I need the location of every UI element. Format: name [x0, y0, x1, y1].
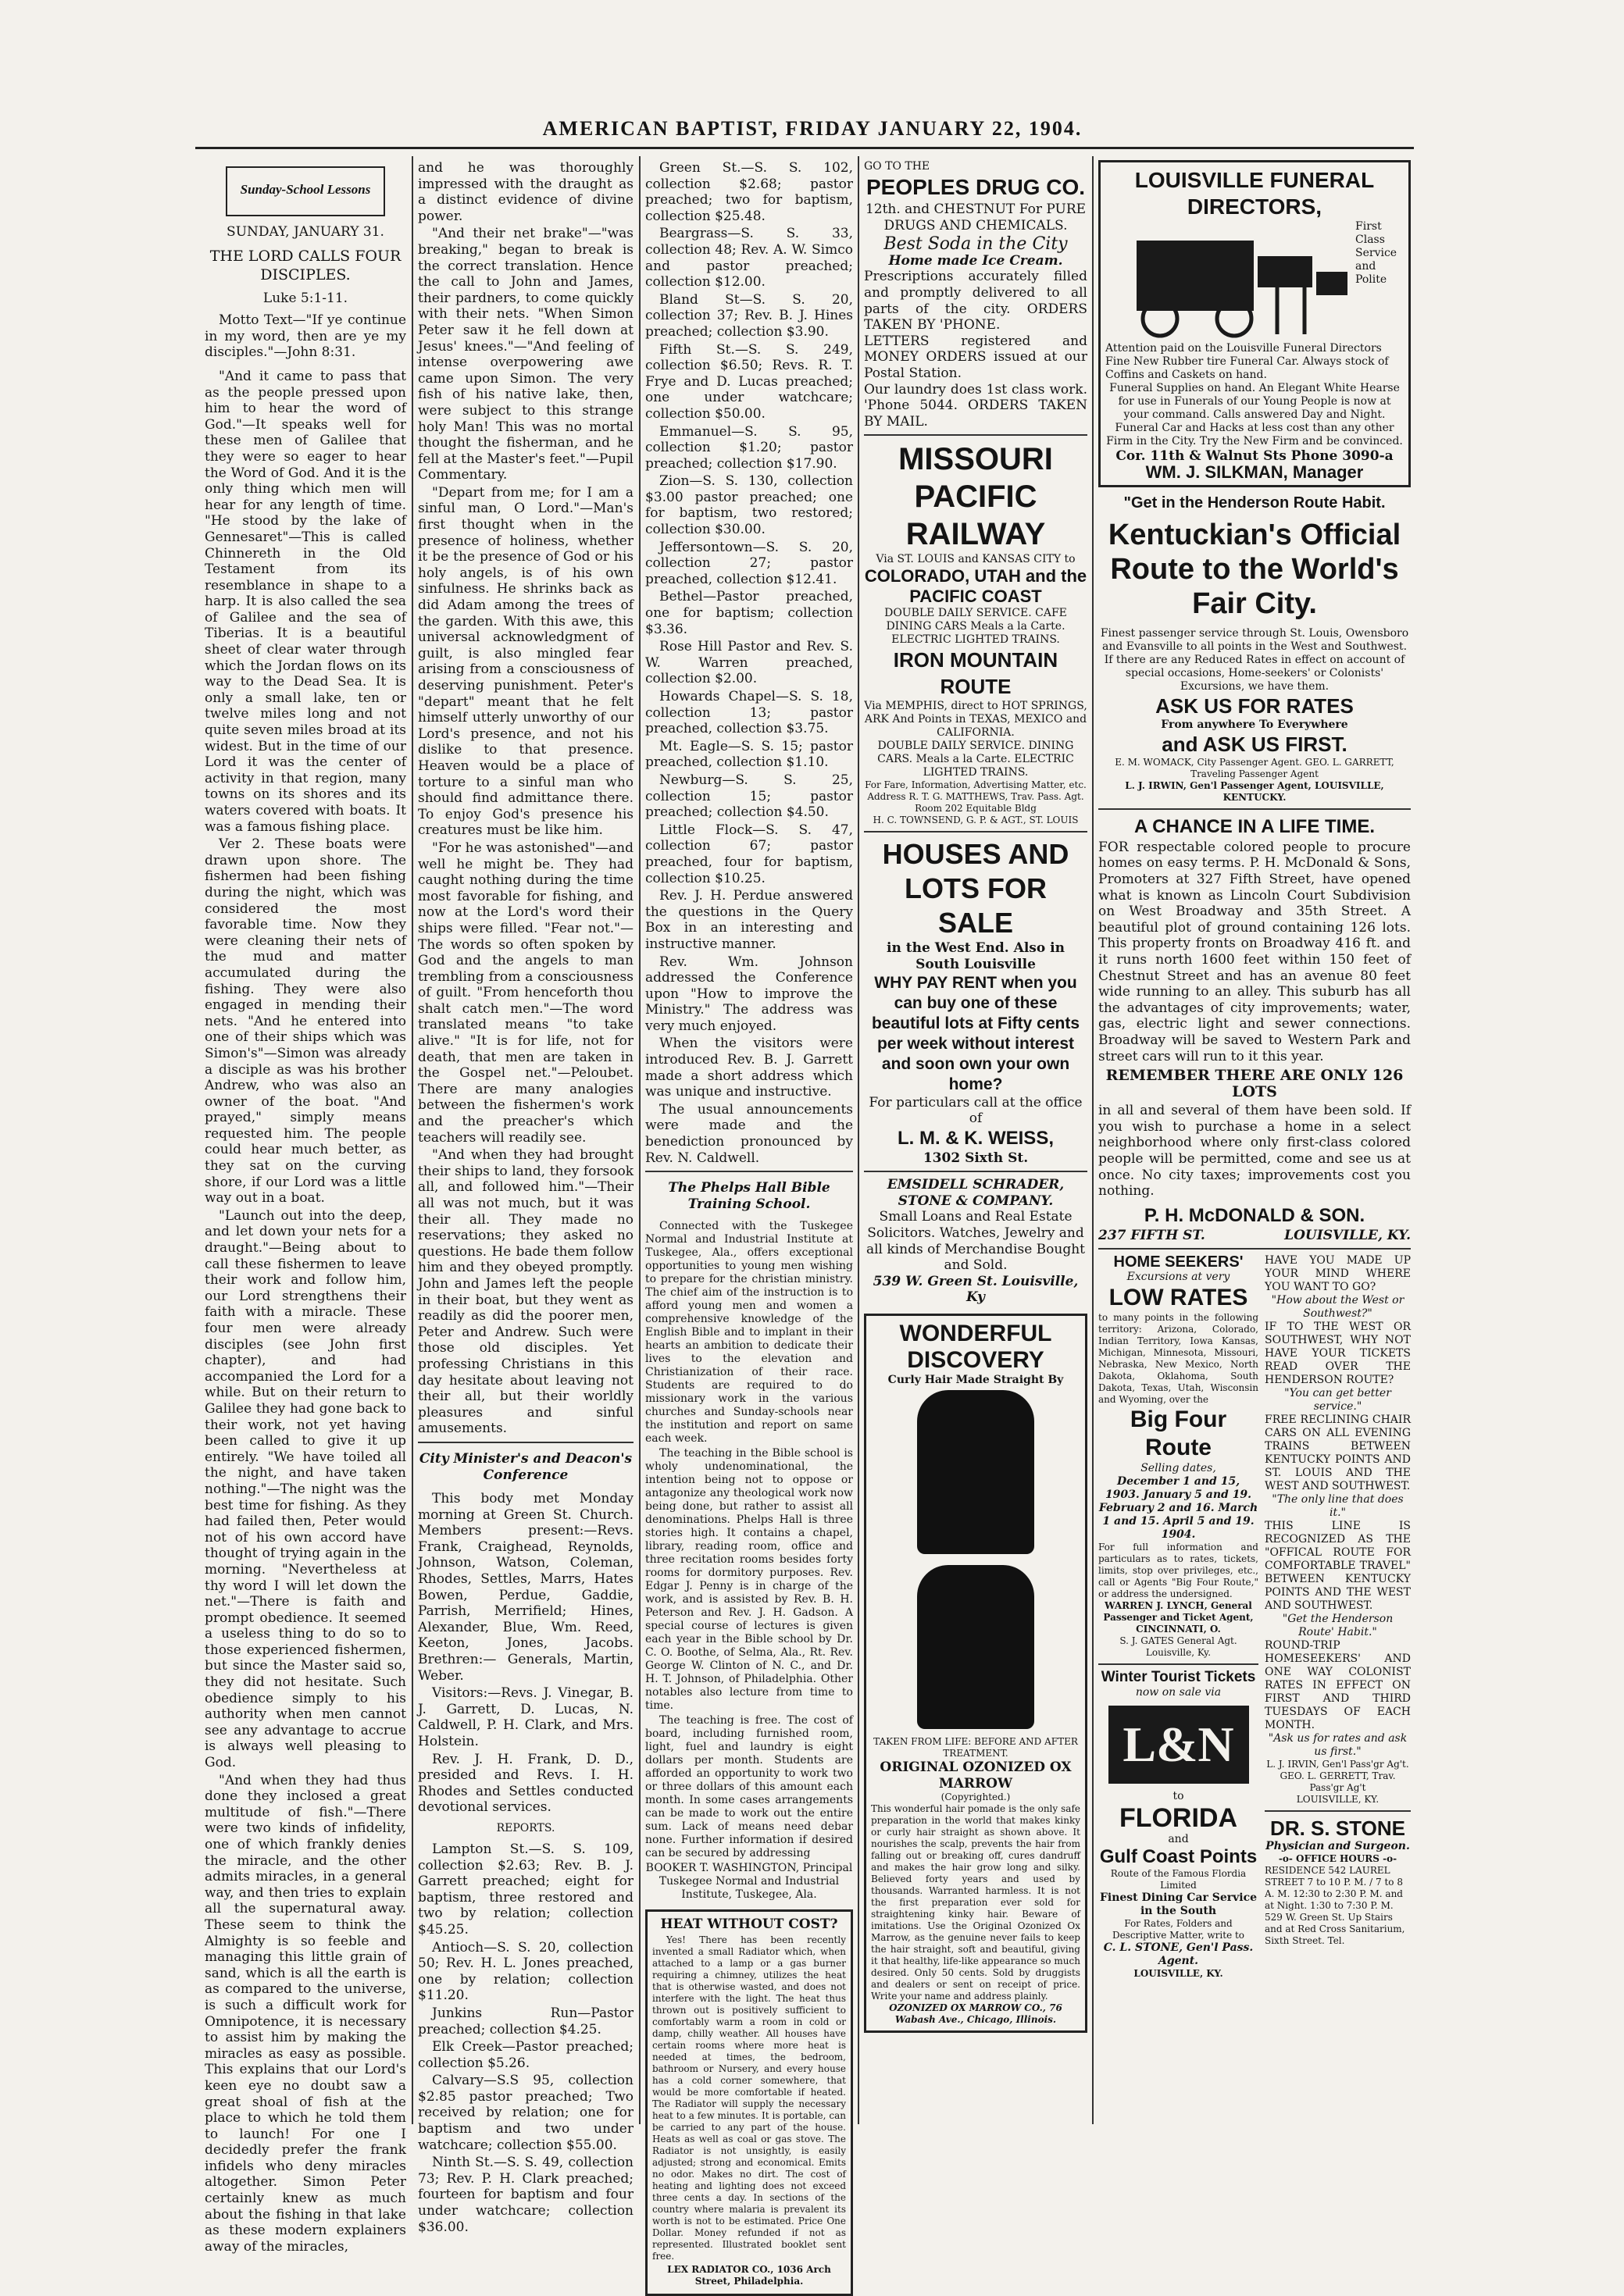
column-divider	[1092, 156, 1094, 2124]
section-divider	[1265, 1810, 1411, 1812]
houses-where: in the West End. Also in South Louisville	[887, 940, 1065, 972]
emsidell-text: Small Loans and Real Estate Solicitors. Watches, Jewelry and all kinds of Merchandise Bought and Sold.	[866, 1209, 1086, 1274]
chance-signature: P. H. McDONALD & SON.	[1144, 1204, 1365, 1226]
iron-mountain-title: IRON MOUNTAIN ROUTE	[893, 648, 1058, 699]
conference-title: City Minister's and Deacon's Conference	[419, 1450, 633, 1483]
hv-agents: L. J. IRVIN, Gen'l Pass'gr Ag't. GEO. L. GERRETT, Trav. Pass'gr Ag't	[1266, 1759, 1409, 1794]
home-gates: S. J. GATES General Agt. Louisville, Ky.	[1119, 1635, 1237, 1659]
section-divider	[1098, 808, 1411, 810]
hv-if: IF TO THE WEST OR SOUTHWEST, WHY NOT HAVE YOUR TICKETS READ OVER THE HENDERSON ROUTE?	[1265, 1321, 1411, 1387]
motto-text: Motto Text—"If ye continue in my word, then are ye my disciples."—John 8:31.	[205, 312, 406, 361]
houses-name: L. M. & K. WEISS,	[897, 1127, 1054, 1149]
masthead-rule	[195, 147, 1414, 149]
phelps-paragraph: The teaching in the Bible school is wholy undenominational, the intention being not to oppose or antagonize any theological work now being done, but rather to assist all denominations. Phelps Hall is three stories high. It contains a chapel, library, reading room, office and three recitation rooms besides forty rooms for dormitory purposes. Rev. Edgar J. Penny is in charge of the work, and is assisted by Rev. B. H. Peterson and Rev. J. H. Gadson. A special course of lectures is given each year in the Bible school by Dr. C. O. Boothe, of Selma, Ala., Rt. Rev. George W. Clinton of N. C., and Dr. H. T. Johnson, of Philadelphia. Other notables also lecture from time to time.	[645, 1447, 853, 1713]
column-ads-right	[1098, 160, 1411, 2120]
drug-laundry: Our laundry does 1st class work. 'Phone 5044. ORDERS TAKEN BY MAIL.	[864, 381, 1087, 430]
im-contact: For Fare, Information, Advertising Matter, etc. Address R. T. G. MATTHEWS, Trav. Pass. Agt. Room 202 Equitable Bldg	[865, 779, 1087, 815]
home-selling: Selling dates,	[1140, 1462, 1216, 1475]
im-service: DOUBLE DAILY SERVICE. DINING CARS. Meals a la Carte. ELECTRIC LIGHTED TRAINS.	[877, 740, 1074, 779]
phelps-paragraph: The teaching is free. The cost of board, including furnished room, light, fuel and laundry is eight dollars per month. Students are afforded an opportunity to work two or three dollars of this amount each month. In some cases arrangements can be made to work out the entire sum. Lack of means need debar none. Further information if desired can be secured by addressing	[645, 1714, 853, 1860]
wd-body: This wonderful hair pomade is the only safe preparation in the world that makes kinky or curly hair straight as shown above. It nourishes the scalp, prevents the hair from falling out or breaking off, cures dandruff and makes the hair grow long and silky. Believed forty years and used by thousands. Warranted harmless. It is not the first preparation ever sold for straightening kinky hair. Beware of imitations. Use the Original Ozonized Ox Marrow, as the genuine never fails to keep the hair straight, soft and beautiful, giving it that healthy, life-like appearance so much desired. Only 50 cents. Sold by druggists and dealers or sent on receipt of price. Write your name and address plainly.	[871, 1803, 1080, 2002]
big-four-route: Big Four Route	[1130, 1406, 1227, 1461]
henderson-ask-first: and ASK US FIRST.	[1162, 732, 1347, 756]
henderson-ad	[1098, 495, 1411, 804]
heat-ad	[645, 1909, 853, 2296]
phelps-signature: BOOKER T. WASHINGTON, Principal Tuskegee Normal and Industrial Institute, Tuskegee, Ala.	[645, 1862, 853, 1902]
funeral-title: LOUISVILLE FUNERAL DIRECTORS,	[1134, 168, 1375, 219]
column-ads-middle	[864, 160, 1087, 2120]
report-entry: Junkins Run—Pastor preached; collection $4.25.	[418, 2005, 634, 2038]
emsidell-ad	[864, 1177, 1087, 1306]
drug-goto: GO TO THE	[864, 160, 930, 173]
henderson-tag: "Get in the Henderson Route Habit.	[1123, 494, 1386, 512]
funeral-manager: WM. J. SILKMAN, Manager	[1145, 462, 1364, 482]
lesson-date: SUNDAY, JANUARY 31.	[227, 224, 384, 240]
report-entry: Jeffersontown—S. S. 20, collection 27; pastor preached, collection $12.41.	[645, 539, 853, 587]
report-entry: Lampton St.—S. S. 109, collection $2.63; Rev. B. J. Garrett preached; eight for baptism, three restored and two by relation; collection $45.25.	[418, 1841, 634, 1938]
section-divider	[864, 1171, 1087, 1172]
wd-signature: OZONIZED OX MARROW CO., 76 Wabash Ave., Chicago, Illinois.	[889, 2002, 1062, 2026]
phelps-title: The Phelps Hall Bible Training School.	[668, 1180, 830, 1212]
drug-name: PEOPLES DRUG CO.	[866, 175, 1086, 199]
henderson-title: Kentuckian's Official Route to the World's Fair City.	[1108, 518, 1401, 620]
column-divider	[412, 156, 413, 2124]
wonderful-discovery-ad	[864, 1314, 1087, 2033]
henderson-ask: ASK US FOR RATES	[1155, 693, 1354, 718]
missouri-pacific-ad	[864, 440, 1087, 826]
report-entry: Little Flock—S. S. 47, collection 67; pastor preached, four for baptism, collection $10.25.	[645, 822, 853, 886]
winter-tourist-title: Winter Tourist Tickets	[1101, 1669, 1256, 1686]
wd-subtitle: Curly Hair Made Straight By	[887, 1374, 1064, 1387]
sunday-school-badge: Sunday-School Lessons	[226, 166, 385, 216]
report-entry: Rose Hill Pastor and Rev. S. W. Warren preached, collection $2.00.	[645, 639, 853, 687]
wt-dining: Finest Dining Car Service in the South	[1099, 1891, 1258, 1917]
wt-city: LOUISVILLE, KY.	[1133, 1967, 1223, 1979]
reports-heading: REPORTS.	[496, 1821, 555, 1834]
henderson-from: From anywhere To Everywhere	[1161, 718, 1348, 731]
hv-round: ROUND-TRIP HOMESEEKERS' AND ONE WAY COLONIST RATES IN EFFECT ON FIRST AND THIRD TUESDAYS OF EACH MONTH.	[1265, 1639, 1411, 1732]
lesson-paragraph: "And when they had thus done they inclosed a great multitude of fish."—There were two kinds of infidelity, one of which frankly denies the miracle, and the other admits miracles, in a general way, and then tries to explain all the supernatural away. These seem to think the Almighty is so feeble and managing this little grain of sand, which is all the earth is as compared to the universe, is such a difficult work for Omnipotence, it is necessary to assist him by making the miracles as easy as possible. This explains that our Lord's keen eye no doubt saw a great shoal of fish at the place to which he told them to launch! For one I decidedly prefer the frank infidels who deny miracles altogether. Simon Peter certainly knew as much about the fishing in that lake as these modern explainers away of the miracles,	[205, 1772, 406, 2255]
column-conference	[418, 160, 634, 2235]
report-entry: The usual announcements were made and the benediction pronounced by Rev. N. Caldwell.	[645, 1101, 853, 1166]
winter-tourist-sale: now on sale via	[1135, 1685, 1222, 1699]
section-divider	[864, 434, 1087, 436]
mp-title-2: PACIFIC	[914, 480, 1037, 515]
report-entry: Antioch—S. S. 20, collection 50; Rev. H. L. Jones preached, one by relation; collection $11.20.	[418, 1939, 634, 2004]
wt-and: and	[1168, 1832, 1189, 1845]
hv-city: LOUISVILLE, KY.	[1296, 1794, 1380, 1806]
home-low-rates: LOW RATES	[1108, 1285, 1248, 1311]
report-entry: Mt. Eagle—S. S. 15; pastor preached, collection $1.10.	[645, 738, 853, 771]
drug-address: 12th. and CHESTNUT For PURE DRUGS AND CHEMICALS.	[865, 201, 1087, 234]
chance-address-city: LOUISVILLE, KY.	[1284, 1227, 1411, 1243]
lesson-title: THE LORD CALLS FOUR DISCIPLES.	[209, 247, 402, 283]
wd-title: WONDERFUL DISCOVERY	[899, 1321, 1052, 1374]
chance-text-2: in all and several of them have been sold. If you wish to purchase a home in a select neighborhood where only first-class colored people will be permitted, come and see us at once. No city taxes; improvements cost you nothing.	[1098, 1103, 1411, 1200]
report-entry: Ninth St.—S. S. 49, collection 73; Rev. P. H. Clark preached; fourteen for baptism and four under watchcare; collection $36.00.	[418, 2155, 634, 2235]
section-divider	[418, 1442, 634, 1443]
home-seekers-ad	[1098, 1254, 1258, 1979]
report-entry: Calvary—S.S 95, collection $2.85 pastor preached; Two received by relation; one for baptism and two under watchcare; collection $55.00.	[418, 2073, 634, 2153]
hv-habit: "Get the Henderson Route' Habit."	[1282, 1613, 1394, 1639]
drug-ice: Home made Ice Cream.	[888, 252, 1063, 269]
chance-remember: REMEMBER THERE ARE ONLY 126 LOTS	[1105, 1067, 1404, 1100]
wt-rates: For Rates, Folders and Descriptive Matter, write to	[1112, 1917, 1245, 1941]
home-lynch: WARREN J. LYNCH, General Passenger and Ticket Agent, CINCINNATI, O.	[1103, 1600, 1254, 1635]
report-entry: Zion—S. S. 130, collection $3.00 pastor preached; one for baptism, two restored; collection $30.00.	[645, 473, 853, 538]
henderson-rates: If there are any Reduced Rates in effect on account of special occasions, Home-seekers' or Colonists' Excursions, we have them.	[1104, 653, 1405, 693]
wd-caption: TAKEN FROM LIFE: BEFORE AND AFTER TREATMENT.	[873, 1736, 1078, 1759]
hv-cant: "You can get better service."	[1284, 1387, 1391, 1414]
henderson-text: Finest passenger service through St. Louis, Owensboro and Evansville to all points in the West and Southwest.	[1100, 626, 1409, 653]
houses-why: WHY PAY RENT when you can buy one of these beautiful lots at Fifty cents per week without interest and soon own your own home?	[871, 973, 1080, 1093]
mp-title-1: MISSOURI	[898, 442, 1053, 477]
section-divider	[1098, 1663, 1258, 1665]
home-info: For full information and particulars as to rates, tickets, limits, stop over privileges, etc., call or Agents "Big Four Route," or address the undersigned.	[1098, 1542, 1258, 1600]
dr-title: Physician and Surgeon.	[1265, 1840, 1410, 1853]
hv-free: FREE RECLINING CHAIR CARS ON ALL EVENING TRAINS BETWEEN KENTUCKY POINTS AND ST. LOUIS AND THE WEST AND SOUTHWEST.	[1265, 1414, 1411, 1493]
before-portrait	[917, 1390, 1034, 1554]
hv-west: "How about the West or Southwest?"	[1271, 1294, 1404, 1321]
section-divider	[645, 1171, 853, 1172]
funeral-ad	[1098, 160, 1411, 487]
wd-product: ORIGINAL OZONIZED OX MARROW	[880, 1759, 1072, 1792]
section-divider	[864, 831, 1087, 832]
wt-route: Route of the Famous Flordia Limited	[1110, 1867, 1247, 1891]
emsidell-address: 539 W. Green St. Louisville, Ky	[873, 1273, 1079, 1306]
lesson-paragraph: "And when they had brought their ships to land, they forsook all, and followed him."—Their all was not much, but it was their all. They made no reservations; they asked no questions. He bade them follow him and they obeyed promptly. John and James left the people in their boat, but they went as readily as did the poorer men, Peter and Andrew. Such were those old disciples. Yet professing Christians in this day hesitate about leaving not their all, but their worldly pleasures and sinful amusements.	[418, 1147, 634, 1437]
chance-text: FOR respectable colored people to procure homes on easy terms. P. H. McDonald & Sons, Promoters at 327 Fifth Street, have opened what is known as Lincoln Court Subdivision on West Broadway and 35th Street. A beautiful plot of ground containing 126 lots. This property fronts on Broadway 416 ft. and it runs north 1600 feet within 150 feet of Chestnut Street and has an avenue 80 feet wide running to an alley. This suburb has all the advantages of city improvements; water, gas, electric light and sewer connections. Broadway will be saved to Western Park and street cars will run to it this year.	[1098, 839, 1411, 1064]
section-divider	[1098, 1248, 1411, 1250]
wt-to: to	[1172, 1789, 1184, 1802]
column-sunday-school	[205, 160, 406, 2255]
funeral-text: Funeral Supplies on hand. An Elegant White Hearse for use in Funerals of our Young People is now at your command. Calls answered Day and Night. Funeral Car and Hacks at less cost than any other Firm in the City. Try the New Firm and be convinced.	[1106, 382, 1403, 447]
lesson-paragraph: and he was thoroughly impressed with the draught as a distinct evidence of divine power.	[418, 160, 634, 224]
mp-destinations: COLORADO, UTAH and the PACIFIC COAST	[864, 566, 1087, 607]
wt-gulf: Gulf Coast Points	[1099, 1845, 1258, 1867]
henderson-agents: E. M. WOMACK, City Passenger Agent. GEO. L. GARRETT, Traveling Passenger Agent	[1115, 756, 1394, 779]
mp-via: Via ST. LOUIS and KANSAS CITY to	[876, 553, 1076, 566]
report-entry: Bland St—S. S. 20, collection 37; Rev. B. J. Hines preached; collection $3.90.	[645, 291, 853, 340]
report-entry: Beargrass—S. S. 33, collection 48; Rev. A. W. Simco and pastor preached; collection $12.00.	[645, 226, 853, 291]
column-reports	[645, 160, 853, 2287]
hv-recog: THIS LINE IS RECOGNIZED AS THE "OFFICAL ROUTE FOR COMFORTABLE TRAVEL" BETWEEN KENTUCKY POINTS AND THE WEST AND SOUTHWEST.	[1265, 1520, 1411, 1613]
houses-title: HOUSES AND LOTS FOR SALE	[882, 838, 1069, 939]
report-entry: Newburg—S. S. 25, collection 15; pastor preached; collection $4.50.	[645, 772, 853, 821]
wt-florida: FLORIDA	[1119, 1802, 1238, 1833]
funeral-address: Cor. 11th & Walnut Sts Phone 3090-a	[1115, 448, 1394, 464]
phelps-paragraph: Connected with the Tuskegee Normal and Industrial Institute at Tuskegee, Ala., offers exceptional opportunities to young men wishing to prepare for the christian ministry. The chief aim of the instruction is to afford young men and women a comprehensive knowledge of the English Bible and to implant in their hearts an ambition to dedicate their lives to the elevation and Christianization of their race. Students are required to do missionary work in the various churches and Sunday-schools near the institution and report on same each week.	[645, 1220, 853, 1446]
after-portrait	[917, 1565, 1034, 1729]
hv-ask: "Ask us for rates and ask us first."	[1268, 1732, 1408, 1759]
home-title: HOME SEEKERS'	[1113, 1253, 1244, 1271]
houses-call: For particulars call at the office of	[869, 1094, 1083, 1127]
chance-ad	[1098, 815, 1411, 1244]
conference-paragraph: Visitors:—Revs. J. Vinegar, B. J. Garrett, D. Lucas, N. Caldwell, P. H. Clark, and Mrs. Holstein.	[418, 1685, 634, 1749]
drug-text: Prescriptions accurately filled and promptly delivered to all parts of the city. ORDERS TAKEN BY 'PHONE.	[864, 269, 1087, 333]
heat-body: Yes! There has been recently invented a small Radiator which, when attached to a lamp or a gas burner requiring a chimney, utilizes the heat that is otherwise wasted, and does not interfere with the light. The heat thus thrown out is positively sufficient to comfortably warm a room in cold or damp, chilly weather. All houses have certain rooms where more heat is needed at times, the bedroom, bathroom or Nursery, and every house has a cold corner somewhere, that would be more comfortable if heated. The Radiator will supply the necessary heat to a few minutes. It is portable, can be carried to any part of the house. Heats as well as coal or gas stove. The Radiator is not unsightly, is easily adjusted; strong and economical. Emits no odor. Makes no dirt. The cost of heating and lighting does not exceed three cents a day. In sections of the country where malaria is prevalent its worth is not to be estimated. Price One Dollar. Money refunded if not as represented. Illustrated booklet sent free.	[652, 1934, 846, 2262]
lesson-paragraph: "For he was astonished"—and well he might be. They had caught nothing during the time most favorable for fishing, and now at the Lord's word their ships were filled. "Fear not."—The words so often spoken by God and the angels to man trembling from a consciousness of guilt. "From henceforth thou shalt catch men."—The word translated means "to take alive." "It is for life, not for death, that men are taken in the Gospel net."—Peloubet. There are many analogies between the fishermen's work and the preacher's which teachers will readily see.	[418, 840, 634, 1146]
lesson-paragraph: Ver 2. These boats were drawn upon shore. The fishermen had been fishing during the night, which was considered the most favorable time. Now they were cleaning their nets of the mud and matter accumulated during the fishing. They were also engaged in mending their nets. "And he entered into one of their ships which was Simon's"—Simon was already a disciple as was his brother Andrew, who was also an owner of the boat. "And prayed," simply means requested him. The people could hear much better, as they sat on the curving shore, if our Lord was a little way out in a boat.	[205, 836, 406, 1207]
hv-only: "The only line that does it."	[1272, 1493, 1404, 1520]
lesson-paragraph: "And it came to pass that as the people pressed upon him to hear the word of God."—It speaks well for these men of Galilee that they were so eager to hear the Word of God. And it is the only thing which men will hear for any length of time. "He stood by the lake of Gennesaret"—This is called Chinnereth in the Old Testament from its resemblance in shape to a harp. It is also called the sea of Galilee and the sea of Tiberias. It is a beautiful sheet of clear water through which the Jordan flows on its way to the Dead Sea. It is only a small lake, ten or twelve miles long and not quite seven miles broad at its widest. But in the time of our Lord it was the center of activity in that region, many towns on its shores and its waters covered with boats. It was a famous fishing place.	[205, 368, 406, 835]
heat-signature: LEX RADIATOR CO., 1036 Arch Street, Philadelphia.	[667, 2264, 831, 2287]
dr-text: RESIDENCE 542 LAUREL STREET 7 to 10 P. M. / 7 to 8 A. M. 12:30 to 2:30 P. M. and at Night. 1:30 to 7:30 P. M. 529 W. Green St. Up Stairs and at Red Cross Sanitarium, Sixth Street. Tel.	[1265, 1865, 1405, 1947]
lesson-paragraph: "Depart from me; for I am a sinful man, O Lord."—Man's first thought when in the presence of holiness, whether it be the presence of God or his holy angels, is of his own sinfulness. He shrinks back as did Adam among the trees of the garden. With this awe, this universal acknowledgment of guilt, is also mingled fear arising from a consciousness of deserving punishment. Peter's "depart" meant that he felt himself utterly unworthy of our Lord's presence, and not his dislike to that presence. Heaven would be a place of torture to a sinful man who should find admittance there. To enjoy God's presence his creatures must be like him.	[418, 484, 634, 839]
column-divider	[639, 156, 641, 2124]
conference-paragraph: Rev. J. H. Frank, D. D., presided and Revs. I. H. Rhodes and Settles conducted devotional services.	[418, 1751, 634, 1816]
ln-logo: L&N	[1108, 1706, 1249, 1784]
mp-title-3: RAILWAY	[905, 517, 1046, 552]
report-entry: Rev. J. H. Perdue answered the questions in the Query Box in an interesting and instructive manner.	[645, 888, 853, 952]
chance-address-street: 237 FIFTH ST.	[1098, 1227, 1205, 1243]
home-dates: December 1 and 15, 1903. January 5 and 19. February 2 and 16. March 1 and 15. April 5 and 19. 1904.	[1098, 1475, 1258, 1542]
report-entry: Green St.—S. S. 102, collection $2.68; pastor preached; two for baptism, collection $25.48.	[645, 160, 853, 224]
hearse-illustration	[1121, 225, 1355, 342]
lesson-reference: Luke 5:1-11.	[262, 290, 348, 306]
henderson-gpa: L. J. IRWIN, Gen'l Passenger Agent, LOUISVILLE, KENTUCKY.	[1125, 779, 1384, 803]
masthead: AMERICAN BAPTIST, FRIDAY JANUARY 22, 1904.	[542, 117, 1083, 140]
report-entry: Howards Chapel—S. S. 18, collection 13; pastor preached, collection $3.75.	[645, 689, 853, 737]
have-you-ad	[1265, 1254, 1411, 1979]
houses-address: 1302 Sixth St.	[923, 1150, 1029, 1166]
home-text: to many points in the following territory: Arizona, Colorado, Indian Territory, Iowa Kansas, Michigan, Minnesota, Missouri, Nebraska, New Mexico, North Dakota, Oklahoma, South Dakota, Texas, Utah, Wisconsin and Wyoming, over the	[1098, 1312, 1258, 1406]
report-entry: Rev. Wm. Johnson addressed the Conference upon "How to improve the Ministry." The address was very much enjoyed.	[645, 954, 853, 1034]
drug-letters: LETTERS registered and MONEY ORDERS issued at our Postal Station.	[864, 333, 1087, 381]
wd-copyright: (Copyrighted.)	[940, 1792, 1011, 1803]
dr-name: DR. S. STONE	[1270, 1816, 1405, 1841]
lesson-paragraph: "And their net brake"—"was breaking," began to break is the correct translation. Hence the call to John and James, their pardners, to come quickly with their nets. "When Simon Peter saw it he fell down at Jesus' knees."—"And feeling of intense overpowering awe came upon Simon. The very fish of his native lake, then, were subject to this strange holy Man! This was no mortal thought the fisherman, and he fell at the Master's feet."—Pupil Commentary.	[418, 226, 634, 483]
emsidell-title: EMSIDELL SCHRADER, STONE & COMPANY.	[887, 1177, 1065, 1209]
houses-lots-ad	[864, 837, 1087, 1166]
column-divider	[858, 156, 859, 2124]
report-entry: When the visitors were introduced Rev. B. J. Garrett made a short address which was unique and instructive.	[645, 1036, 853, 1100]
chance-title: A CHANCE IN A LIFE TIME.	[1134, 815, 1375, 837]
drug-ad	[864, 160, 1087, 430]
report-entry: Emmanuel—S. S. 95, collection $1.20; pastor preached; collection $17.90.	[645, 423, 853, 472]
hv-text: HAVE YOU MADE UP YOUR MIND WHERE YOU WANT TO GO?	[1265, 1254, 1411, 1294]
report-entry: Bethel—Pastor preached, one for baptism; collection $3.36.	[645, 589, 853, 637]
wt-stone: C. L. STONE, Gen'l Pass. Agent.	[1103, 1941, 1254, 1967]
heat-title: HEAT WITHOUT COST?	[660, 1916, 838, 1933]
drug-soda: Best Soda in the City	[883, 234, 1068, 255]
report-entry: Elk Creek—Pastor preached; collection $5.26.	[418, 2039, 634, 2071]
home-excursions: Excursions at very	[1126, 1271, 1230, 1284]
im-gpa: H. C. TOWNSEND, G. P. & AGT., ST. LOUIS	[873, 815, 1079, 826]
lower-ads-row	[1098, 1254, 1411, 1979]
funeral-side-text: First Class Service and Polite Attention paid on the Louisville Funeral Directors Fine New Rubber tire Funeral Car. Always stock of Coffins and Caskets on hand.	[1105, 220, 1397, 381]
im-via: Via MEMPHIS, direct to HOT SPRINGS, ARK And Points in TEXAS, MEXICO and CALIFORNIA.	[864, 700, 1087, 740]
conference-paragraph: This body met Monday morning at Green St. Church. Members present:—Revs. Frank, Craighead, Reynolds, Johnson, Watson, Coleman, Rhodes, Settles, Marrs, Hates Bowen, Perdue, Gaddie, Parrish, Merrifield; Hines, Alexander, Blue, Wm. Reed, Keeton, Jones, Jacobs. Brethren:— Generals, Martin, Weber.	[418, 1491, 634, 1684]
report-entry: Fifth St.—S. S. 249, collection $6.50; Revs. R. T. Frye and D. Lucas preached; one under watchcare; collection $50.00.	[645, 341, 853, 422]
dr-hours: -o- OFFICE HOURS -o-	[1278, 1853, 1397, 1865]
mp-service: DOUBLE DAILY SERVICE. CAFE DINING CARS Meals a la Carte. ELECTRIC LIGHTED TRAINS.	[884, 607, 1067, 647]
lesson-paragraph: "Launch out into the deep, and let down your nets for a draught."—Being about to call these fishermen to leave their work and follow him, our Lord strengthens their faith with a miracle. These four men were already disciples (see John first chapter), and had accompanied the Lord for a while. But on their return to Galilee they had gone back to their work, not yet having been called to give it up entirely. "We have toiled all the night, and have taken nothing."—The night was the best time for fishing. As they had failed then, Peter would not of his own accord have thought of trying again in the morning. "Nevertheless at thy word I will let down the net."—There is faith and prompt obedience. It seemed a useless thing to do so to those experienced fishermen, but since the Master said so, they did not hesitate. Such obedience simply to his authority when men cannot see any advantage to accrue is always well pleasing to God.	[205, 1207, 406, 1771]
